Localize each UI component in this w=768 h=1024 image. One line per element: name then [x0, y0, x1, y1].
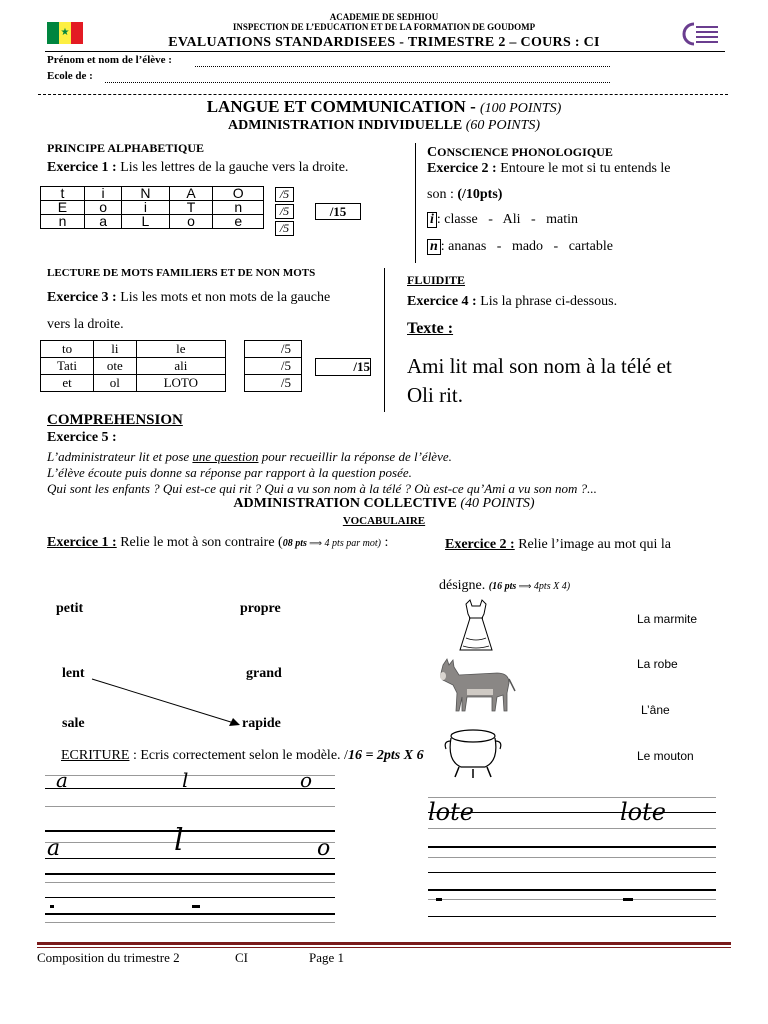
- vocabulary-heading: VOCABULAIRE: [342, 515, 426, 527]
- ex3-score-table: /5 /5 /5: [244, 340, 302, 392]
- table-row: Tati ote ali: [41, 358, 226, 375]
- donkey-icon: [437, 657, 517, 720]
- vocab1-instruction: Exercice 1 : Relie le mot à son contraire (08 pts ⟹ 4 pts par mot) :: [47, 535, 389, 550]
- table-row: n a L o e: [41, 215, 264, 229]
- writing-instruction: ECRITURE : Ecris correctement selon le modèle. /16 = 2pts X 6: [61, 748, 424, 763]
- ex5-line: L’élève écoute puis donne sa réponse par rapport à la question posée.: [47, 465, 412, 480]
- dress-icon: [458, 598, 494, 659]
- vocab2-word: La robe: [637, 657, 678, 671]
- senegal-flag-icon: ★: [47, 22, 83, 44]
- ex2-heading: CONSCIENCE PHONOLOGIQUE: [427, 145, 613, 160]
- ex2-instruction: Exercice 2 : Entoure le mot si tu entends le: [427, 161, 671, 176]
- ex3-instruction-2: vers la droite.: [47, 317, 124, 332]
- vocab1-right-word: rapide: [242, 716, 281, 731]
- ex1-row-score: /5: [275, 187, 294, 202]
- writing-model-word: lote: [428, 798, 474, 826]
- footer-text: Composition du trimestre 2: [37, 950, 180, 965]
- section-title: LANGUE ET COMMUNICATION - (100 POINTS): [206, 97, 562, 116]
- school-label: Ecole de :: [47, 70, 93, 82]
- vocab1-left-word: sale: [62, 716, 85, 731]
- ex4-reading-text-2: Oli rit.: [407, 383, 463, 407]
- footer-course: CI: [235, 950, 248, 965]
- student-name-field[interactable]: [195, 66, 610, 67]
- ex3-instruction: Exercice 3 : Lis les mots et non mots de la gauche: [47, 290, 331, 305]
- writing-model-letter: o: [300, 768, 313, 792]
- ex4-reading-text: Ami lit mal son nom à la télé et: [407, 354, 672, 378]
- exam-title: EVALUATIONS STANDARDISEES - TRIMESTRE 2 – COURS : CI: [168, 35, 600, 50]
- ex1-heading: PRINCIPE ALPHABETIQUE: [47, 141, 205, 155]
- ex3-total-score: /15: [315, 358, 371, 376]
- vocab2-instruction: Exercice 2 : Relie l’image au mot qui la: [445, 537, 672, 552]
- writing-model-letter: a: [56, 768, 68, 792]
- example-link-arrow: [88, 675, 248, 730]
- ex3-word-table: [40, 340, 226, 392]
- table-row: t i N A O: [41, 187, 264, 201]
- school-field[interactable]: [105, 82, 610, 83]
- ex5-line: Qui sont les enfants ? Qui est-ce qui rit ? Qui a vu son nom à la télé ? Où est-ce qu’Ami a vu son nom ?...: [47, 481, 597, 496]
- table-row: E o i T n: [41, 201, 264, 215]
- vocab2-instruction-2: désigne. (16 pts ⟹ 4pts X 4): [439, 578, 571, 593]
- ex1-row-score: /5: [275, 221, 294, 236]
- ex4-instruction: Exercice 4 : Lis la phrase ci-dessous.: [407, 294, 618, 309]
- writing-model-letter: a: [47, 836, 61, 861]
- vocab2-word: Le mouton: [637, 749, 694, 763]
- writing-model-letter: l: [182, 768, 189, 792]
- writing-model-word: lote: [620, 798, 666, 826]
- ex4-heading: FLUIDITE: [407, 273, 466, 287]
- writing-model-letter: l: [174, 823, 184, 858]
- vocab2-word: La marmite: [637, 612, 698, 626]
- ex2-item: n : ananas - mado - cartable: [427, 239, 613, 255]
- ex5-line: L’administrateur lit et pose une question pour recueillir la réponse de l’élève.: [47, 449, 452, 464]
- arrow-icon: ⟹: [306, 538, 323, 548]
- ex4-text-label: Texte :: [407, 320, 454, 337]
- arrow-icon: ⟹: [516, 581, 532, 591]
- admin-individual-title: ADMINISTRATION INDIVIDUELLE (60 POINTS): [227, 118, 541, 133]
- footer-page: Page 1: [309, 950, 345, 965]
- ex3-heading: LECTURE DE MOTS FAMILIERS ET DE NON MOTS: [47, 267, 316, 279]
- vocab1-left-word: lent: [62, 666, 85, 681]
- ex5-heading: COMPREHENSION: [47, 412, 183, 428]
- admin-collective-title: ADMINISTRATION COLLECTIVE (40 POINTS): [233, 496, 535, 511]
- table-row: to li le: [41, 341, 226, 358]
- ex1-row-score: /5: [275, 204, 294, 219]
- vocab2-word: L’âne: [641, 703, 670, 717]
- ex1-instruction: Exercice 1 : Lis les lettres de la gauche vers la droite.: [47, 160, 349, 175]
- vocab1-left-word: petit: [56, 601, 84, 616]
- vocab1-right-word: propre: [240, 601, 281, 616]
- ex1-total-score: /15: [315, 203, 361, 220]
- ex5-label: Exercice 5 :: [47, 430, 117, 445]
- pot-icon: [443, 727, 503, 784]
- ex1-letter-table: [40, 186, 264, 229]
- table-row: et ol LOTO: [41, 375, 226, 392]
- inspection-name: INSPECTION DE L’EDUCATION ET DE LA FORMATION DE GOUDOMP: [232, 22, 536, 32]
- ex2-item: i : classe - Ali - matin: [427, 212, 578, 228]
- ex2-instruction-2: son : (/10pts): [427, 187, 503, 202]
- writing-model-letter: o: [317, 836, 331, 861]
- student-name-label: Prénom et nom de l’élève :: [47, 54, 172, 66]
- vocab1-right-word: grand: [246, 666, 282, 681]
- academy-name: ACADEMIE DE SEDHIOU: [329, 12, 439, 22]
